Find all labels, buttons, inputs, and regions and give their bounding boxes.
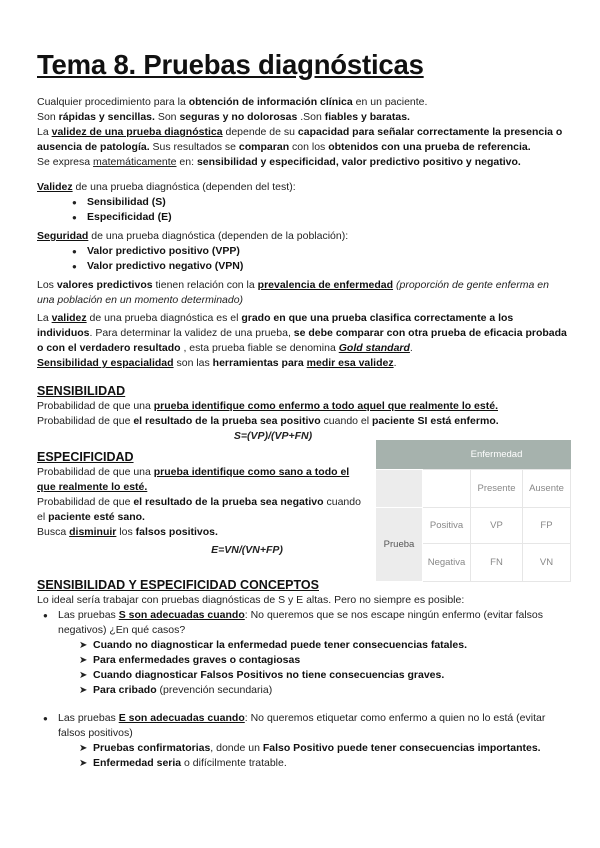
table-cell: VN bbox=[523, 544, 571, 582]
predictivos-paragraph: Los valores predictivos tienen relación con la prevalencia de enfermedad (proporción de gente enferma en una población en un momento determinado) bbox=[37, 279, 549, 306]
list-item: ● Especificidad (E) bbox=[37, 210, 569, 225]
conceptos-section: SENSIBILIDAD Y ESPECIFICIDAD CONCEPTOS Lo ideal sería trabajar con pruebas diagnósticas de S y E altas. Pero no siempre es posible: ● Las pruebas S son adecuadas cuando: No queremos que se nos escape ningún enfermo (evitar falsos negativos) ¿En qué casos? ➤ Cuando no diagnosticar la enfermedad puede tener consecuencias fatales. ➤ Para enfermedades graves o contagiosas ➤ Cuando diagnosticar Falsos Positivos no tiene consecuencias graves. ➤ Para cribado (prevención secundaria) ● Las pruebas E son adecuadas cuando: No queremos etiquetar como enfermo a quien no lo está (evitar falsos positivos) ➤ Pruebas confirmatorias, donde un Falso Positivo puede tener consecuencias importantes. ➤ Enfermedad seria o difícilmente tratable. bbox=[37, 577, 569, 771]
especificidad-formula: E=VN/(VN+FP) bbox=[211, 544, 283, 556]
sensibilidad-section: SENSIBILIDAD Probabilidad de que una prueba identifique como enfermo a todo aquel que realmente lo esté. Probabilidad de que el resultado de la prueba sea positivo cuando el paciente SI está enfermo. S=(VP)/(VP+FN) bbox=[37, 383, 569, 444]
intro-section bbox=[37, 95, 569, 170]
intro-line-3: La validez de una prueba diagnóstica depende de su capacidad para señalar correctamente la presencia o ausencia de patología. Sus resultados se comparan con los obtenidos con una prueba de referencia. bbox=[37, 126, 563, 153]
section-heading: SENSIBILIDAD bbox=[37, 384, 126, 398]
list-item: ➤ Pruebas confirmatorias, donde un Falso Positivo puede tener consecuencias importantes. bbox=[37, 741, 569, 756]
list-item: ➤ Para cribado (prevención secundaria) bbox=[37, 683, 569, 698]
list-item: ● Sensibilidad (S) bbox=[37, 195, 569, 210]
list-item: ➤ Cuando no diagnosticar la enfermedad puede tener consecuencias fatales. bbox=[37, 638, 569, 653]
table-cell: Ausente bbox=[523, 470, 571, 508]
sensibilidad-formula: S=(VP)/(VP+FN) bbox=[233, 430, 313, 442]
table-row-header: Prueba bbox=[376, 508, 423, 582]
section-heading: SENSIBILIDAD Y ESPECIFICIDAD CONCEPTOS bbox=[37, 578, 319, 592]
list-item: ➤ Para enfermedades graves o contagiosas bbox=[37, 653, 569, 668]
table-cell: Positiva bbox=[423, 508, 471, 544]
list-item: ● Valor predictivo negativo (VPN) bbox=[37, 259, 569, 274]
table-cell: VP bbox=[471, 508, 523, 544]
table-cell: FN bbox=[471, 544, 523, 582]
contingency-table bbox=[375, 440, 571, 582]
especificidad-section: ESPECIFICIDAD Probabilidad de que una prueba identifique como sano a todo el que realmente lo esté. Probabilidad de que el resultado de la prueba sea negativo cuando el paciente esté sano. Busca disminuir los falsos positivos. E=VN/(VN+FP) bbox=[37, 449, 367, 558]
list-item: ● Valor predictivo positivo (VPP) bbox=[37, 244, 569, 259]
table-cell: Presente bbox=[471, 470, 523, 508]
validez-section: Validez de una prueba diagnóstica (dependen del test): ● Sensibilidad (S) ● Especificidad (E) bbox=[37, 180, 569, 225]
intro-line-1: Cualquier procedimiento para la obtención de información clínica en un paciente. bbox=[37, 96, 428, 108]
list-item: ● Las pruebas E son adecuadas cuando: No queremos etiquetar como enfermo a quien no lo está (evitar falsos positivos) bbox=[37, 711, 569, 741]
validez-paragraph: La validez de una prueba diagnóstica es el grado en que una prueba clasifica correctamente a los individuos. Para determinar la validez de una prueba, se debe comparar con otra prueba de eficacia probada o con el verdadero resultado , esta prueba fiable se denomina Gold standard. Sensibilidad y espacialidad son las herramientas para medir esa validez. bbox=[37, 312, 567, 369]
list-item: ➤ Cuando diagnosticar Falsos Positivos no tiene consecuencias graves. bbox=[37, 668, 569, 683]
intro-line-2: Son rápidas y sencillas. Son seguras y no dolorosas .Son fiables y baratas. bbox=[37, 111, 410, 123]
table-header-enfermedad: Enfermedad bbox=[423, 440, 571, 470]
seguridad-section: Seguridad de una prueba diagnóstica (dependen de la población): ● Valor predictivo positivo (VPP) ● Valor predictivo negativo (VPN) bbox=[37, 229, 569, 274]
intro-line-4: Se expresa matemáticamente en: sensibilidad y especificidad, valor predictivo positivo y negativo. bbox=[37, 156, 521, 168]
table-cell: Negativa bbox=[423, 544, 471, 582]
table-cell: FP bbox=[523, 508, 571, 544]
list-item: ● Las pruebas S son adecuadas cuando: No queremos que se nos escape ningún enfermo (evitar falsos negativos) ¿En qué casos? bbox=[37, 608, 569, 638]
page-title: Tema 8. Pruebas diagnósticas bbox=[37, 49, 424, 80]
section-heading: ESPECIFICIDAD bbox=[37, 450, 134, 464]
list-item: ➤ Enfermedad seria o difícilmente tratable. bbox=[37, 756, 569, 771]
